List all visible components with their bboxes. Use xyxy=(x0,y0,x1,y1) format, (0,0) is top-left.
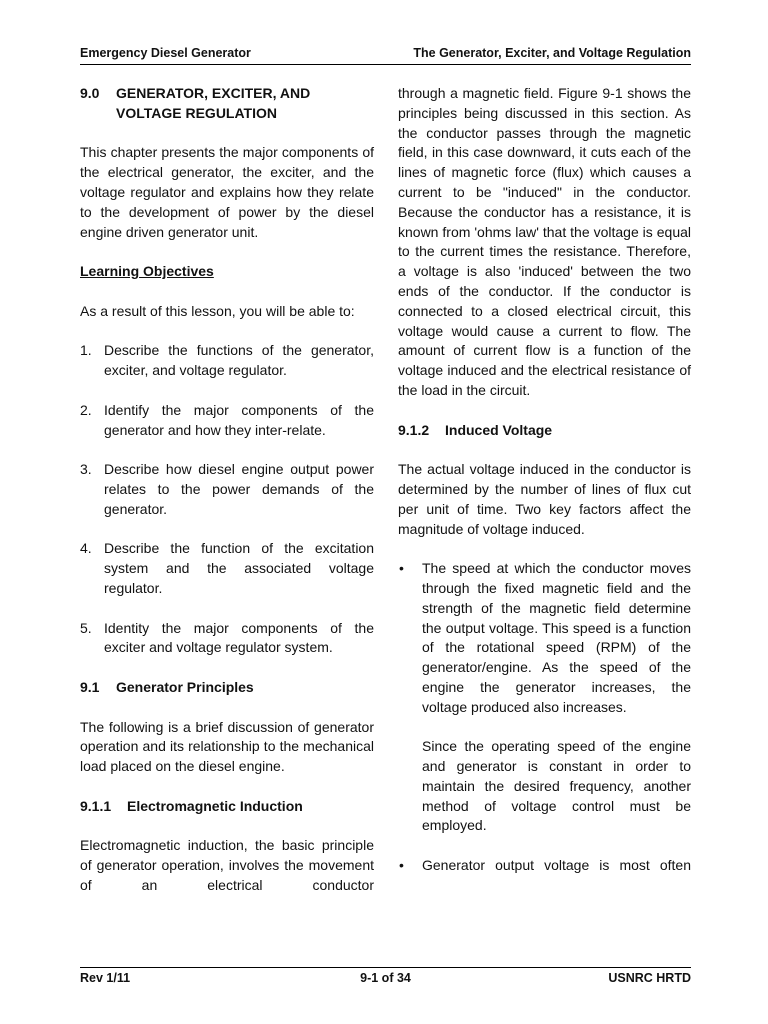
section-heading-9-1-2 xyxy=(398,421,691,441)
generator-principles-paragraph: The following is a brief discussion of generator operation and its relationship to the mechanical load placed on the diesel engine. xyxy=(80,718,374,775)
learning-objectives-heading: Learning Objectives xyxy=(80,263,214,280)
objective-item xyxy=(80,619,374,659)
footer-organization: USNRC HRTD xyxy=(608,971,691,985)
objective-text: Describe the functions of the generator, exciter, and voltage regulator. xyxy=(104,342,374,379)
objective-number: 5. xyxy=(80,619,92,636)
objective-item xyxy=(80,341,374,381)
section-title: GENERATOR, EXCITER, AND VOLTAGE REGULATION xyxy=(116,85,311,121)
factors-list xyxy=(398,559,691,876)
objective-number: 3. xyxy=(80,461,92,478)
bullet-text: Generator output voltage is most often xyxy=(422,857,691,874)
bullet-text: The speed at which the conductor moves through the fixed magnetic field and the strength of the magnetic field determine the output voltage. This speed is a function of the rotational speed (RPM) of the generator/engine. As the speed of the engine the generator increases, the voltage produced also increases. xyxy=(422,560,691,715)
objective-number: 2. xyxy=(80,401,92,418)
footer-page-number: 9-1 of 34 xyxy=(360,971,411,985)
objective-text: Describe the function of the excitation system and the associated voltage regulator. xyxy=(104,540,374,596)
electromagnetic-induction-paragraph: Electromagnetic induction, the basic principle of generator operation, involves the movement of an electrical conductor xyxy=(80,837,374,893)
objective-item xyxy=(80,460,374,519)
induced-voltage-paragraph: The actual voltage induced in the conductor is determined by the number of lines of flux cut per unit of time. Two key factors affect the magnitude of voltage induced. xyxy=(398,461,691,537)
section-heading-9-1 xyxy=(80,678,374,698)
list-item xyxy=(398,559,691,717)
left-column xyxy=(80,84,374,896)
bullet-icon: • xyxy=(399,857,404,874)
objective-text: Identity the major components of the exciter and voltage regulator system. xyxy=(104,619,374,656)
objective-text: Describe how diesel engine output power relates to the power demands of the generator. xyxy=(104,461,374,517)
section-title: Induced Voltage xyxy=(445,421,553,438)
section-title: Generator Principles xyxy=(116,678,254,695)
objective-text: Identify the major components of the generator and how they inter-relate. xyxy=(104,401,374,438)
right-column xyxy=(398,84,691,876)
objectives-intro: As a result of this lesson, you will be able to: xyxy=(80,302,355,319)
objective-number: 4. xyxy=(80,540,92,557)
section-number: 9.1.1 xyxy=(80,797,112,814)
page-footer xyxy=(80,967,691,988)
induction-continued-paragraph: through a magnetic field. Figure 9-1 shows the principles being discussed in this section. As the conductor passes through the magnetic field, in this case downward, it cuts each of the lines of magnetic force (flux) which causes a current to be "induced" in the conductor. Because the conductor has a resistance, it is known from 'ohms law' that the voltage is equal to the current times the resistance. Therefore, a voltage is also 'induced' between the two ends of the conductor. If the conductor is connected to a closed electrical circuit, this voltage would cause a current to flow. The amount of current flow is a function of the voltage induced and the electrical resistance of the load in the circuit. xyxy=(398,85,691,398)
bullet-icon: • xyxy=(399,560,404,577)
section-title: Electromagnetic Induction xyxy=(127,797,303,814)
objective-item xyxy=(80,401,374,441)
header-document-title: Emergency Diesel Generator xyxy=(80,46,251,60)
objective-number: 1. xyxy=(80,342,92,359)
list-item-continuation xyxy=(398,737,691,836)
header-chapter-title: The Generator, Exciter, and Voltage Regulation xyxy=(413,46,691,60)
section-heading-9-0 xyxy=(80,84,374,124)
page-header xyxy=(80,44,691,65)
section-heading-9-1-1 xyxy=(80,797,374,817)
objectives-list xyxy=(80,341,374,658)
section-number: 9.1.2 xyxy=(398,421,430,438)
intro-paragraph: This chapter presents the major components of the electrical generator, the exciter, and the voltage regulator and explains how they relate to the development of power by the diesel engine driven generator unit. xyxy=(80,144,374,240)
list-item xyxy=(398,856,691,876)
footer-revision: Rev 1/11 xyxy=(80,971,131,985)
section-number: 9.0 xyxy=(80,85,100,101)
section-number: 9.1 xyxy=(80,678,100,695)
bullet-subparagraph: Since the operating speed of the engine and generator is constant in order to maintain the desired frequency, another method of voltage control must be employed. xyxy=(422,738,691,834)
objective-item xyxy=(80,539,374,598)
